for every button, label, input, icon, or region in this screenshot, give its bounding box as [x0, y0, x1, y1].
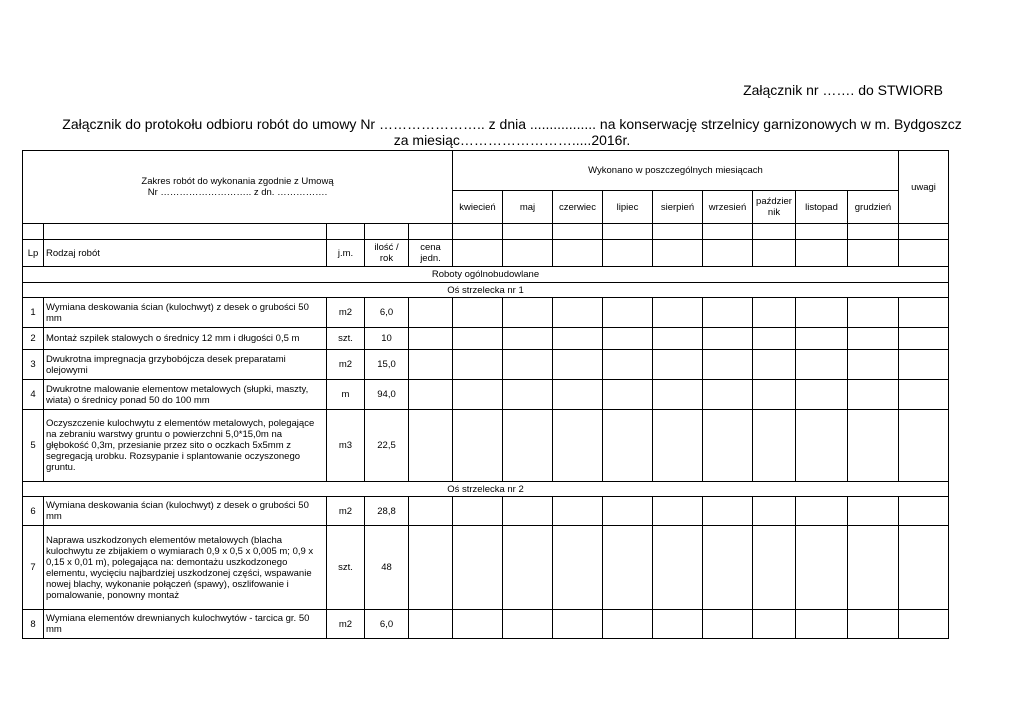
- col-unit: j.m.: [327, 240, 365, 267]
- table-row: 8 Wymiana elementów drewnianych kulochwytów - tarcica gr. 50 mm m2 6,0: [23, 610, 949, 639]
- month-header: sierpień: [653, 191, 703, 224]
- annex-label: Załącznik nr ……. do STWIORB: [743, 82, 943, 98]
- section-range-1: Oś strzelecka nr 1: [23, 283, 949, 298]
- month-header: listopad: [796, 191, 848, 224]
- section-range-2: Oś strzelecka nr 2: [23, 482, 949, 497]
- remarks-header: uwagi: [899, 151, 949, 224]
- table-row: 4 Dwukrotne malowanie elementow metalowych (słupki, maszty, wiata) o średnicy ponad 50 do 100 mm m 94,0: [23, 380, 949, 410]
- table-row: 2 Montaż szpilek stalowych o średnicy 12 mm i długości 0,5 m szt. 10: [23, 328, 949, 350]
- document-subtitle: za miesiąc…………………….....2016r.: [393, 132, 631, 148]
- month-header: maj: [503, 191, 553, 224]
- month-header: wrzesień: [703, 191, 753, 224]
- col-qty: ilość / rok: [365, 240, 409, 267]
- section-general: Roboty ogólnobudowlane: [23, 267, 949, 283]
- works-table: [22, 150, 949, 639]
- col-price: cena jedn.: [409, 240, 453, 267]
- month-header: czerwiec: [553, 191, 603, 224]
- col-lp: Lp: [23, 240, 44, 267]
- col-work: Rodzaj robót: [44, 240, 327, 267]
- month-header: lipiec: [603, 191, 653, 224]
- table-row: 6 Wymiana deskowania ścian (kulochwyt) z desek o grubości 50 mm m2 28,8: [23, 497, 949, 526]
- month-header: październik: [753, 191, 796, 224]
- done-header: Wykonano w poszczególnych miesiącach: [453, 151, 899, 191]
- table-row: 1 Wymiana deskowania ścian (kulochwyt) z desek o grubości 50 mm m2 6,0: [23, 298, 949, 328]
- scope-header: Zakres robót do wykonania zgodnie z Umową Nr ……………………….. z dn. …………….: [23, 151, 453, 224]
- table-row: 7 Naprawa uszkodzonych elementów metalowych (blacha kulochwytu ze zbijakiem o wymiarach 0,9 x 0,5 x 0,005 m; 0,9 x 0,15 x 0,01 m), polegająca na: demontażu uszkodzonego elementu, wycięciu najbardziej uszkodzonej części, wspawanie nowej blachy, wykonanie połączeń (spawy), oszlifowanie i pomalowanie, ponowny montaż szt. 48: [23, 526, 949, 610]
- month-header: kwiecień: [453, 191, 503, 224]
- month-header: grudzień: [848, 191, 899, 224]
- table-row: 3 Dwukrotna impregnacja grzybobójcza desek preparatami olejowymi m2 15,0: [23, 350, 949, 380]
- column-header-row: [23, 240, 949, 267]
- document-title: Załącznik do protokołu odbioru robót do umowy Nr ………………….. z dnia ................. na konserwację strzelnicy garnizonowych w m. Bydgoszcz: [62, 116, 962, 132]
- table-row: 5 Oczyszczenie kulochwytu z elementów metalowych, polegające na zebraniu warstwy gruntu o powierzchni 5,0*15,0m na głębokość 0,3m, przesianie przez sito o oczkach 5x5mm z segregacją urobku. Rozsypanie i splantowanie oczyszonego gruntu. m3 22,5: [23, 410, 949, 482]
